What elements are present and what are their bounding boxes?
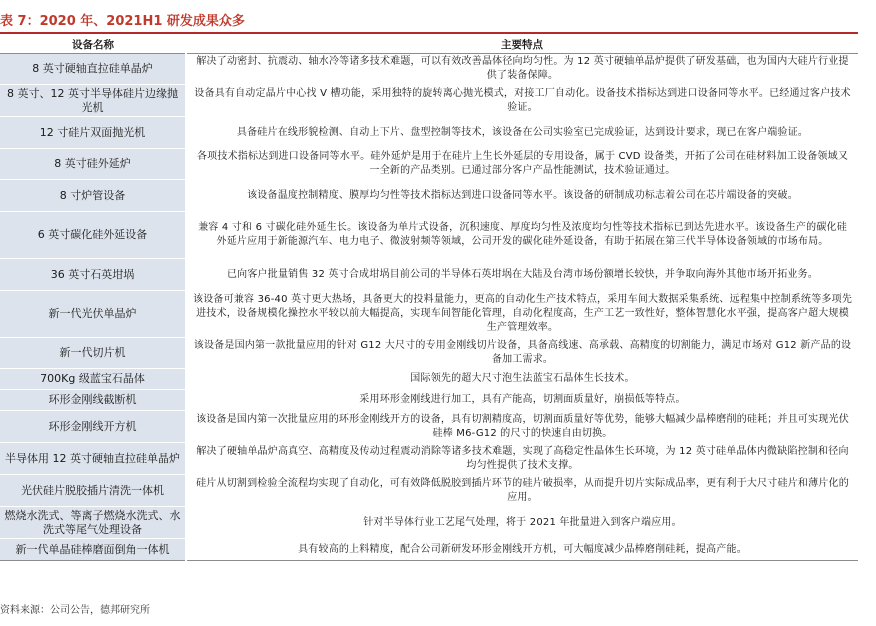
header-device-name: 设备名称 bbox=[0, 36, 186, 54]
feature-cell: 硅片从切割到检验全流程均实现了自动化，可有效降低脱胶到插片环节的硅片破损率，从而提升切片实际成品率，更有利于大尺寸硅片和薄片化的应用。 bbox=[186, 475, 858, 507]
table-row bbox=[0, 411, 858, 443]
table-row bbox=[0, 291, 858, 338]
feature-cell: 具备硅片在线形貌检测、自动上下片、盘型控制等技术，该设备在公司实验室已完成验证，达到设计要求，现已在客户端验证。 bbox=[186, 117, 858, 149]
source-note: 资料来源：公司公告，德邦研究所 bbox=[0, 605, 150, 616]
device-name-cell: 6 英寸碳化硅外延设备 bbox=[0, 212, 186, 259]
feature-cell: 该设备温度控制精度、膜厚均匀性等技术指标达到进口设备同等水平。该设备的研制成功标志着公司在芯片端设备的突破。 bbox=[186, 180, 858, 212]
feature-cell: 具有较高的上料精度，配合公司新研发环形金刚线开方机，可大幅度减少晶棒磨削硅耗，提高产能。 bbox=[186, 539, 858, 561]
device-name-cell: 半导体用 12 英寸硬轴直拉硅单晶炉 bbox=[0, 443, 186, 475]
device-name-cell: 8 英寸硬轴直拉硅单晶炉 bbox=[0, 54, 186, 85]
device-name-cell: 36 英寸石英坩埚 bbox=[0, 259, 186, 291]
table-row bbox=[0, 85, 858, 117]
table-row bbox=[0, 149, 858, 180]
device-name-cell: 8 英寸、12 英寸半导体硅片边缘抛光机 bbox=[0, 85, 186, 117]
table-caption: 表 7：2020 年、2021H1 研发成果众多 bbox=[0, 14, 245, 29]
device-name-cell: 燃烧水洗式、等离子燃烧水洗式、水洗式等尾气处理设备 bbox=[0, 507, 186, 539]
feature-cell: 采用环形金刚线进行加工，具有产能高，切割面质量好，崩损低等特点。 bbox=[186, 390, 858, 411]
table-row bbox=[0, 369, 858, 390]
device-name-cell: 700Kg 级蓝宝石晶体 bbox=[0, 369, 186, 390]
table-row bbox=[0, 443, 858, 475]
device-name-cell: 光伏硅片脱胶插片清洗一体机 bbox=[0, 475, 186, 507]
feature-cell: 该设备可兼容 36-40 英寸更大热场，具备更大的投料量能力，更高的自动化生产技术特点，采用车间大数据采集系统、远程集中控制系统等多项先进技术，设备规模化操控水平较以前大幅提高，实现车间智能化管理，自动化程度高，生产工艺一致性好，整体智慧化水平强，提高客户超大规模生产管理效率。 bbox=[186, 291, 858, 338]
device-name-cell: 8 英寸硅外延炉 bbox=[0, 149, 186, 180]
feature-cell: 针对半导体行业工艺尾气处理，将于 2021 年批量进入到客户端应用。 bbox=[186, 507, 858, 539]
feature-cell: 解决了动密封、抗震动、轴水冷等诸多技术难题，可以有效改善晶体径向均匀性。为 12 英寸硬轴单晶炉提供了研发基础，也为国内大硅片行业提供了装备保障。 bbox=[186, 54, 858, 85]
feature-cell: 设备具有自动定晶片中心找 V 槽功能，采用独特的旋转离心抛光模式，对接工厂自动化。设备技术指标达到进口设备同等水平。已经通过客户技术验证。 bbox=[186, 85, 858, 117]
table-row bbox=[0, 507, 858, 539]
device-name-cell: 12 寸硅片双面抛光机 bbox=[0, 117, 186, 149]
table-row bbox=[0, 338, 858, 369]
rd-results-table bbox=[0, 36, 858, 561]
feature-cell: 已向客户批量销售 32 英寸合成坩埚目前公司的半导体石英坩埚在大陆及台湾市场份额增长较快，并争取向海外其他市场开拓业务。 bbox=[186, 259, 858, 291]
device-name-cell: 新一代单晶硅棒磨面倒角一体机 bbox=[0, 539, 186, 561]
device-name-cell: 新一代光伏单晶炉 bbox=[0, 291, 186, 338]
feature-cell: 解决了硬轴单晶炉高真空、高精度及传动过程震动消除等诸多技术难题，实现了高稳定性晶体生长环境，为 12 英寸硅单晶体内微缺陷控制和径向均匀性提供了技术支撑。 bbox=[186, 443, 858, 475]
table-row bbox=[0, 117, 858, 149]
feature-cell: 各项技术指标达到进口设备同等水平。硅外延炉是用于在硅片上生长外延层的专用设备，属于 CVD 设备类，开拓了公司在硅材料加工设备领域又一全新的产品类别。已通过部分客户产品性能测试，技术验证通过。 bbox=[186, 149, 858, 180]
device-name-cell: 新一代切片机 bbox=[0, 338, 186, 369]
header-main-features: 主要特点 bbox=[186, 36, 858, 54]
table-row bbox=[0, 475, 858, 507]
device-name-cell: 8 寸炉管设备 bbox=[0, 180, 186, 212]
caption-rule bbox=[0, 32, 858, 34]
feature-cell: 国际领先的超大尺寸泡生法蓝宝石晶体生长技术。 bbox=[186, 369, 858, 390]
table-row bbox=[0, 54, 858, 85]
table-row bbox=[0, 212, 858, 259]
feature-cell: 兼容 4 寸和 6 寸碳化硅外延生长。该设备为单片式设备，沉积速度、厚度均匀性及浓度均匀性等技术指标已到达先进水平。该设备生产的碳化硅外延片应用于新能源汽车、电力电子、微波射频等领域，公司开发的碳化硅外延设备，有助于拓展在第三代半导体设备领域的市场布局。 bbox=[186, 212, 858, 259]
table-row bbox=[0, 390, 858, 411]
header-row bbox=[0, 36, 858, 54]
device-name-cell: 环形金刚线开方机 bbox=[0, 411, 186, 443]
table-row bbox=[0, 259, 858, 291]
table-row bbox=[0, 180, 858, 212]
table-row bbox=[0, 539, 858, 561]
feature-cell: 该设备是国内第一款批量应用的针对 G12 大尺寸的专用金刚线切片设备，具备高线速、高承载、高精度的切割能力，满足市场对 G12 新产品的设备加工需求。 bbox=[186, 338, 858, 369]
device-name-cell: 环形金刚线截断机 bbox=[0, 390, 186, 411]
feature-cell: 该设备是国内第一次批量应用的环形金刚线开方的设备，具有切割精度高，切割面质量好等优势，能够大幅减少晶棒磨削的硅耗；并且可实现光伏硅棒 M6-G12 的尺寸的快速自由切换。 bbox=[186, 411, 858, 443]
